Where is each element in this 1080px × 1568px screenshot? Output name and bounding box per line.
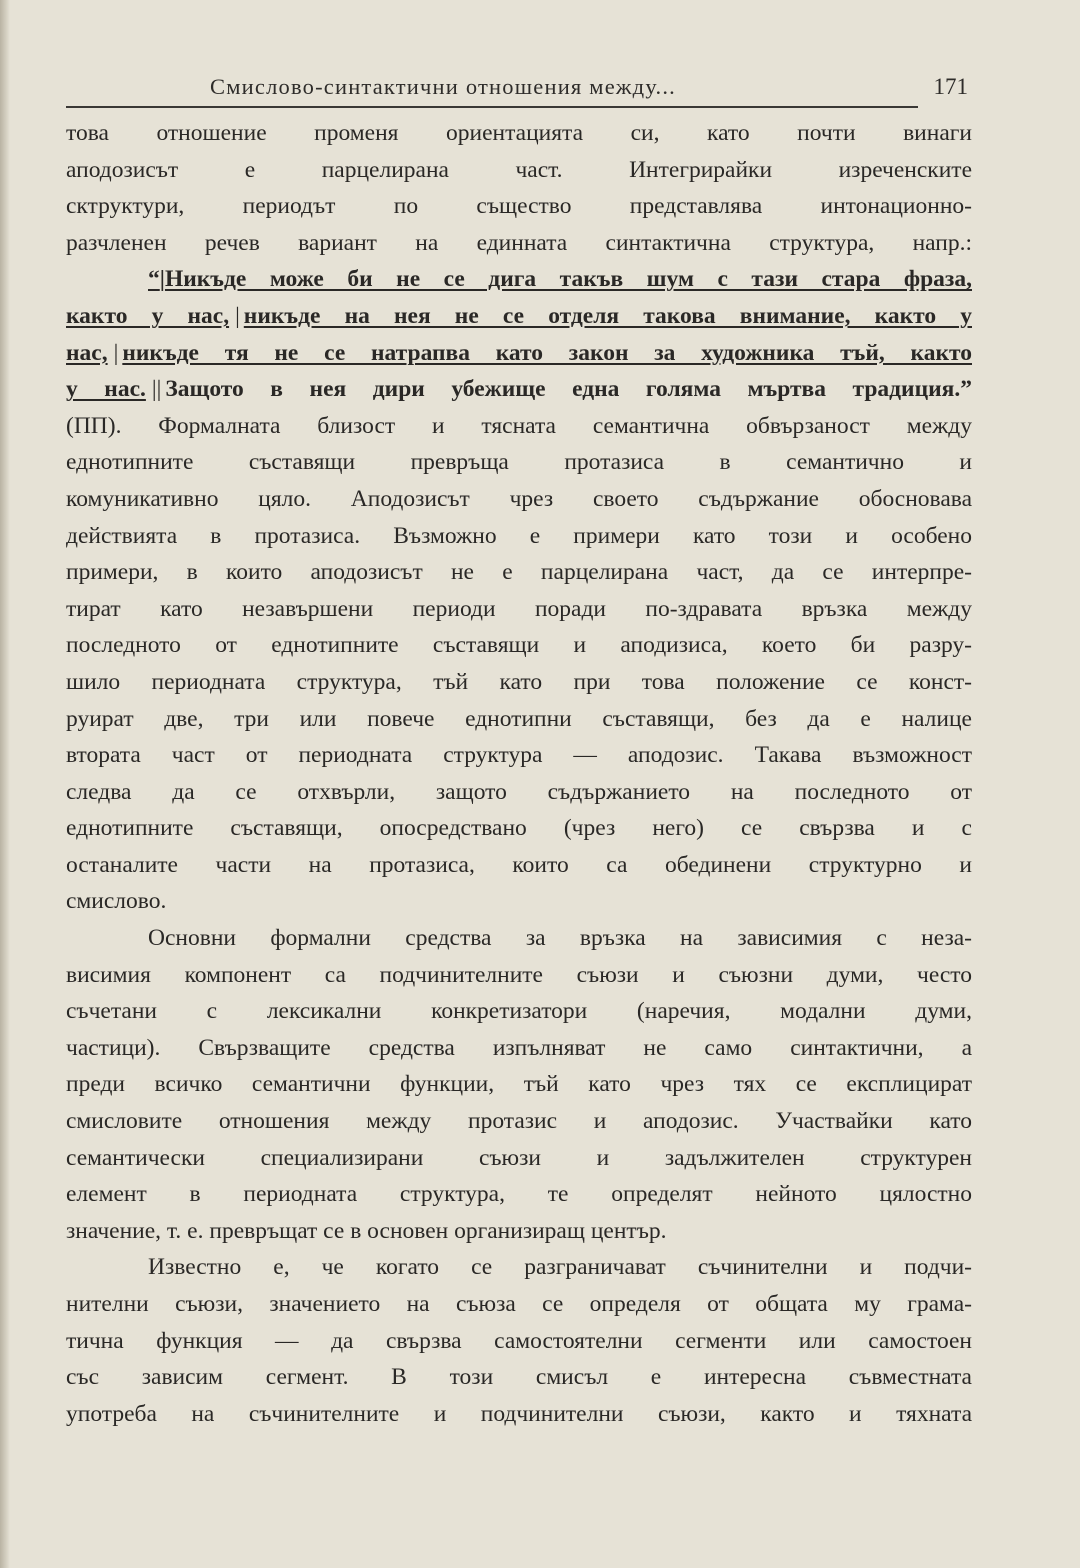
text-line: нителни съюзи, значението на съюза се определя от общата му грама-	[66, 1291, 972, 1317]
text-line: аподозисът е парцелирана част. Интегрирайки изреченските	[66, 156, 972, 183]
quote-segment: както у нас,	[66, 302, 230, 329]
running-header-title: Смислово-синтактични отношения между...	[210, 74, 676, 99]
text-line: със зависим сегмент. В този смисъл е интересна съвместната	[66, 1364, 972, 1391]
text-line: семантически специализирани съюзи и задължителен структурен	[66, 1144, 972, 1171]
pause-bar: |	[159, 266, 165, 293]
text-line: Основни формални средства за връзка на зависимия с неза-	[148, 925, 972, 952]
text-line: смисловите отношения между протазис и аподозис. Участвайки като	[66, 1108, 972, 1135]
running-header	[66, 68, 968, 108]
pause-bar: ||	[151, 376, 162, 403]
text-line: висимия компонент са подчинителните съюзи и съюзни думи, често	[66, 961, 972, 988]
text-line: следва да се отхвърли, защото съдържанието на последното от	[66, 778, 972, 805]
text-line: руират две, три или повече еднотипни съставящи, без да е налице	[66, 705, 972, 732]
body-text	[66, 115, 972, 1432]
text-line: втората част от периодната структура — аподозис. Такава възможност	[66, 742, 972, 769]
text-line: елемент в периодната структура, те определят нейното цялостно	[66, 1181, 972, 1208]
quote-line	[66, 335, 972, 372]
text-line: примери, в които аподозисът не е парцелирана част, да се интерпре-	[66, 559, 972, 586]
text-line: тират като незавършени периоди поради по-здравата връзка между	[66, 595, 972, 622]
text-line: последното от еднотипните съставящи и аподизиса, което би разру-	[66, 632, 972, 659]
text-line: разчленен речев вариант на единната синтактична структура, напр.:	[66, 229, 972, 256]
text-line: шило периодната структура, тъй като при това положение се конст-	[66, 668, 972, 695]
text-line: това отношение променя ориентацията си, като почти винаги	[66, 120, 972, 146]
text-line: действията в протазиса. Възможно е примери като този и особено	[66, 522, 972, 549]
quote-line	[66, 371, 972, 408]
text-line: сктруктури, периодът по същество представлява интонационно-	[66, 193, 972, 220]
text-line: смислово.	[66, 888, 167, 915]
text-line: Известно е, че когато се разграничават съчинителни и подчи-	[148, 1254, 972, 1281]
quote-segment: Никъде може би не се дига такъв шум с тази стара фраза,	[164, 266, 972, 293]
quote-line	[66, 261, 972, 298]
text-line: употреба на съчинителните и подчинителни съюзи, както и тяхната	[66, 1400, 972, 1427]
quote-segment: Защото в нея дири убежище една голяма мъртва традиция.”	[165, 376, 972, 403]
pause-bar: |	[113, 339, 119, 366]
text-line: значение, т. е. превръщат се в основен организиращ център.	[66, 1217, 667, 1244]
text-line: комуникативно цяло. Аподозисът чрез своето съдържание обосновава	[66, 485, 972, 512]
quote-segment: никъде тя не се натрапва като закон за художника тъй, както	[122, 339, 972, 366]
pause-bar: |	[235, 302, 240, 329]
page-number: 171	[933, 74, 968, 99]
page-edge	[0, 0, 10, 1568]
quote-segment: нас,	[66, 339, 108, 366]
text-line: съчетани с лексикални конкретизатори (наречия, модални думи,	[66, 998, 972, 1025]
text-line: тична функция — да свързва самостоятелни сегменти или самостоен	[66, 1327, 972, 1354]
text-line: (ПП). Формалната близост и тясната семантична обвързаност между	[66, 412, 972, 439]
text-line: еднотипните съставящи, опосредствано (чрез него) се свързва и с	[66, 815, 972, 842]
text-line: останалите части на протазиса, които са обединени структурно и	[66, 851, 972, 878]
text-line: частици). Свързващите средства изпълняват не само синтактични, а	[66, 1034, 972, 1061]
quote-segment: никъде на нея не се отделя такова внимание, както у	[243, 302, 972, 329]
quote-line	[66, 298, 972, 335]
quote-open-mark: “	[148, 266, 160, 293]
text-line: преди всичко семантични функции, тъй като чрез тях се експлицират	[66, 1071, 972, 1098]
text-line: еднотипните съставящи превръща протазиса в семантично и	[66, 449, 972, 476]
quote-segment: у нас.	[66, 376, 146, 403]
